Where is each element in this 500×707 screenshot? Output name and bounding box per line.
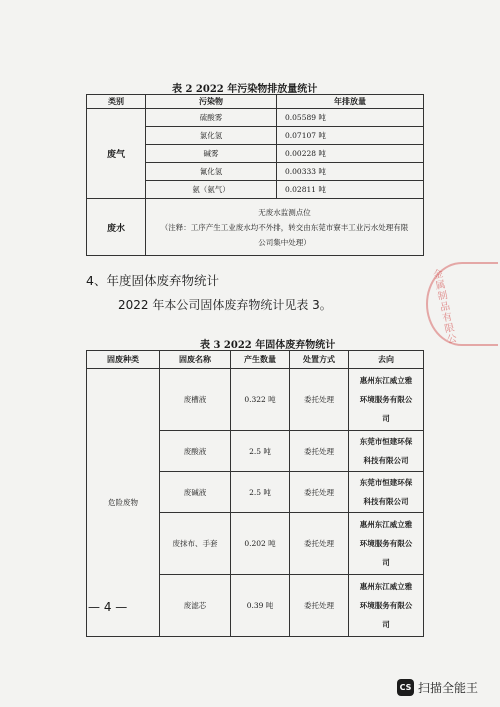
destination xyxy=(349,472,424,513)
emission-amount: 0.07107 吨 xyxy=(277,127,424,145)
destination xyxy=(349,431,424,472)
destination-line: 科技有限公司 xyxy=(363,497,409,506)
category-gas: 废气 xyxy=(87,109,146,199)
destination-line: 司 xyxy=(382,558,390,567)
waste-name: 废滤芯 xyxy=(160,575,231,637)
camscanner-logo-icon: CS xyxy=(397,679,414,696)
destination-line: 惠州东江威立雅 xyxy=(359,582,413,591)
header-annual-emission: 年排放量 xyxy=(277,95,424,109)
header-category: 类别 xyxy=(87,95,146,109)
wastewater-note xyxy=(146,199,424,256)
category-water: 废水 xyxy=(87,199,146,256)
destination xyxy=(349,513,424,575)
disposal-method: 委托处理 xyxy=(290,472,349,513)
destination-line: 东莞市恒建环保 xyxy=(359,437,413,446)
emission-amount: 0.00228 吨 xyxy=(277,145,424,163)
destination-line: 东莞市恒建环保 xyxy=(359,478,413,487)
company-seal-text: 金属制品有限公 xyxy=(432,268,458,347)
table-row xyxy=(87,109,424,127)
page-number: — 4 — xyxy=(88,600,128,614)
disposal-method: 委托处理 xyxy=(290,513,349,575)
pollutant-name: 碱雾 xyxy=(146,145,277,163)
destination-line: 司 xyxy=(382,414,390,423)
emissions-table xyxy=(86,94,424,256)
emission-amount: 0.05589 吨 xyxy=(277,109,424,127)
waste-quantity: 2.5 吨 xyxy=(231,472,290,513)
header-waste-name: 固废名称 xyxy=(160,351,231,369)
destination-line: 环境服务有限公 xyxy=(359,601,413,610)
header-destination: 去向 xyxy=(349,351,424,369)
destination-line: 惠州东江威立雅 xyxy=(359,520,413,529)
section-body-text: 2022 年本公司固体废弃物统计见表 3。 xyxy=(118,298,332,312)
waste-quantity: 0.322 吨 xyxy=(231,369,290,431)
pollutant-name: 氰化氢 xyxy=(146,163,277,181)
destination-line: 环境服务有限公 xyxy=(359,539,413,548)
destination xyxy=(349,369,424,431)
destination-line: 环境服务有限公 xyxy=(359,395,413,404)
waste-name: 废酸液 xyxy=(160,431,231,472)
waste-name: 废槽液 xyxy=(160,369,231,431)
wastewater-line-1: 无废水监测点位 xyxy=(258,207,311,217)
solid-waste-table xyxy=(86,350,424,637)
header-waste-type: 固废种类 xyxy=(87,351,160,369)
pollutant-name: 硫酸雾 xyxy=(146,109,277,127)
destination-line: 科技有限公司 xyxy=(363,456,409,465)
scanner-label: 扫描全能王 xyxy=(418,681,479,695)
header-pollutant: 污染物 xyxy=(146,95,277,109)
table-row xyxy=(87,369,424,431)
waste-name: 废碱液 xyxy=(160,472,231,513)
waste-category: 危险废物 xyxy=(87,369,160,637)
section-heading: 4、年度固体废弃物统计 xyxy=(86,273,219,288)
emission-amount: 0.00333 吨 xyxy=(277,163,424,181)
waste-name: 废抹布、手套 xyxy=(160,513,231,575)
waste-quantity: 0.202 吨 xyxy=(231,513,290,575)
destination xyxy=(349,575,424,637)
destination-line: 司 xyxy=(382,620,390,629)
table-row xyxy=(87,199,424,256)
wastewater-line-2: （注释：工序产生工业废水均不外排，转交由东莞市寮丰工业污水处理有限 xyxy=(160,222,409,232)
disposal-method: 委托处理 xyxy=(290,431,349,472)
waste-quantity: 0.39 吨 xyxy=(231,575,290,637)
wastewater-line-3: 公司集中处理） xyxy=(258,237,311,247)
scanner-watermark xyxy=(397,679,478,696)
destination-line: 惠州东江威立雅 xyxy=(359,376,413,385)
waste-quantity: 2.5 吨 xyxy=(231,431,290,472)
disposal-method: 委托处理 xyxy=(290,369,349,431)
header-disposal-method: 处置方式 xyxy=(290,351,349,369)
pollutant-name: 氨（氨气） xyxy=(146,181,277,199)
pollutant-name: 氯化氢 xyxy=(146,127,277,145)
disposal-method: 委托处理 xyxy=(290,575,349,637)
table2-caption: 表 2 2022 年污染物排放量统计 xyxy=(172,84,318,95)
header-quantity: 产生数量 xyxy=(231,351,290,369)
emission-amount: 0.02811 吨 xyxy=(277,181,424,199)
table3-caption: 表 3 2022 年固体废弃物统计 xyxy=(200,340,336,351)
